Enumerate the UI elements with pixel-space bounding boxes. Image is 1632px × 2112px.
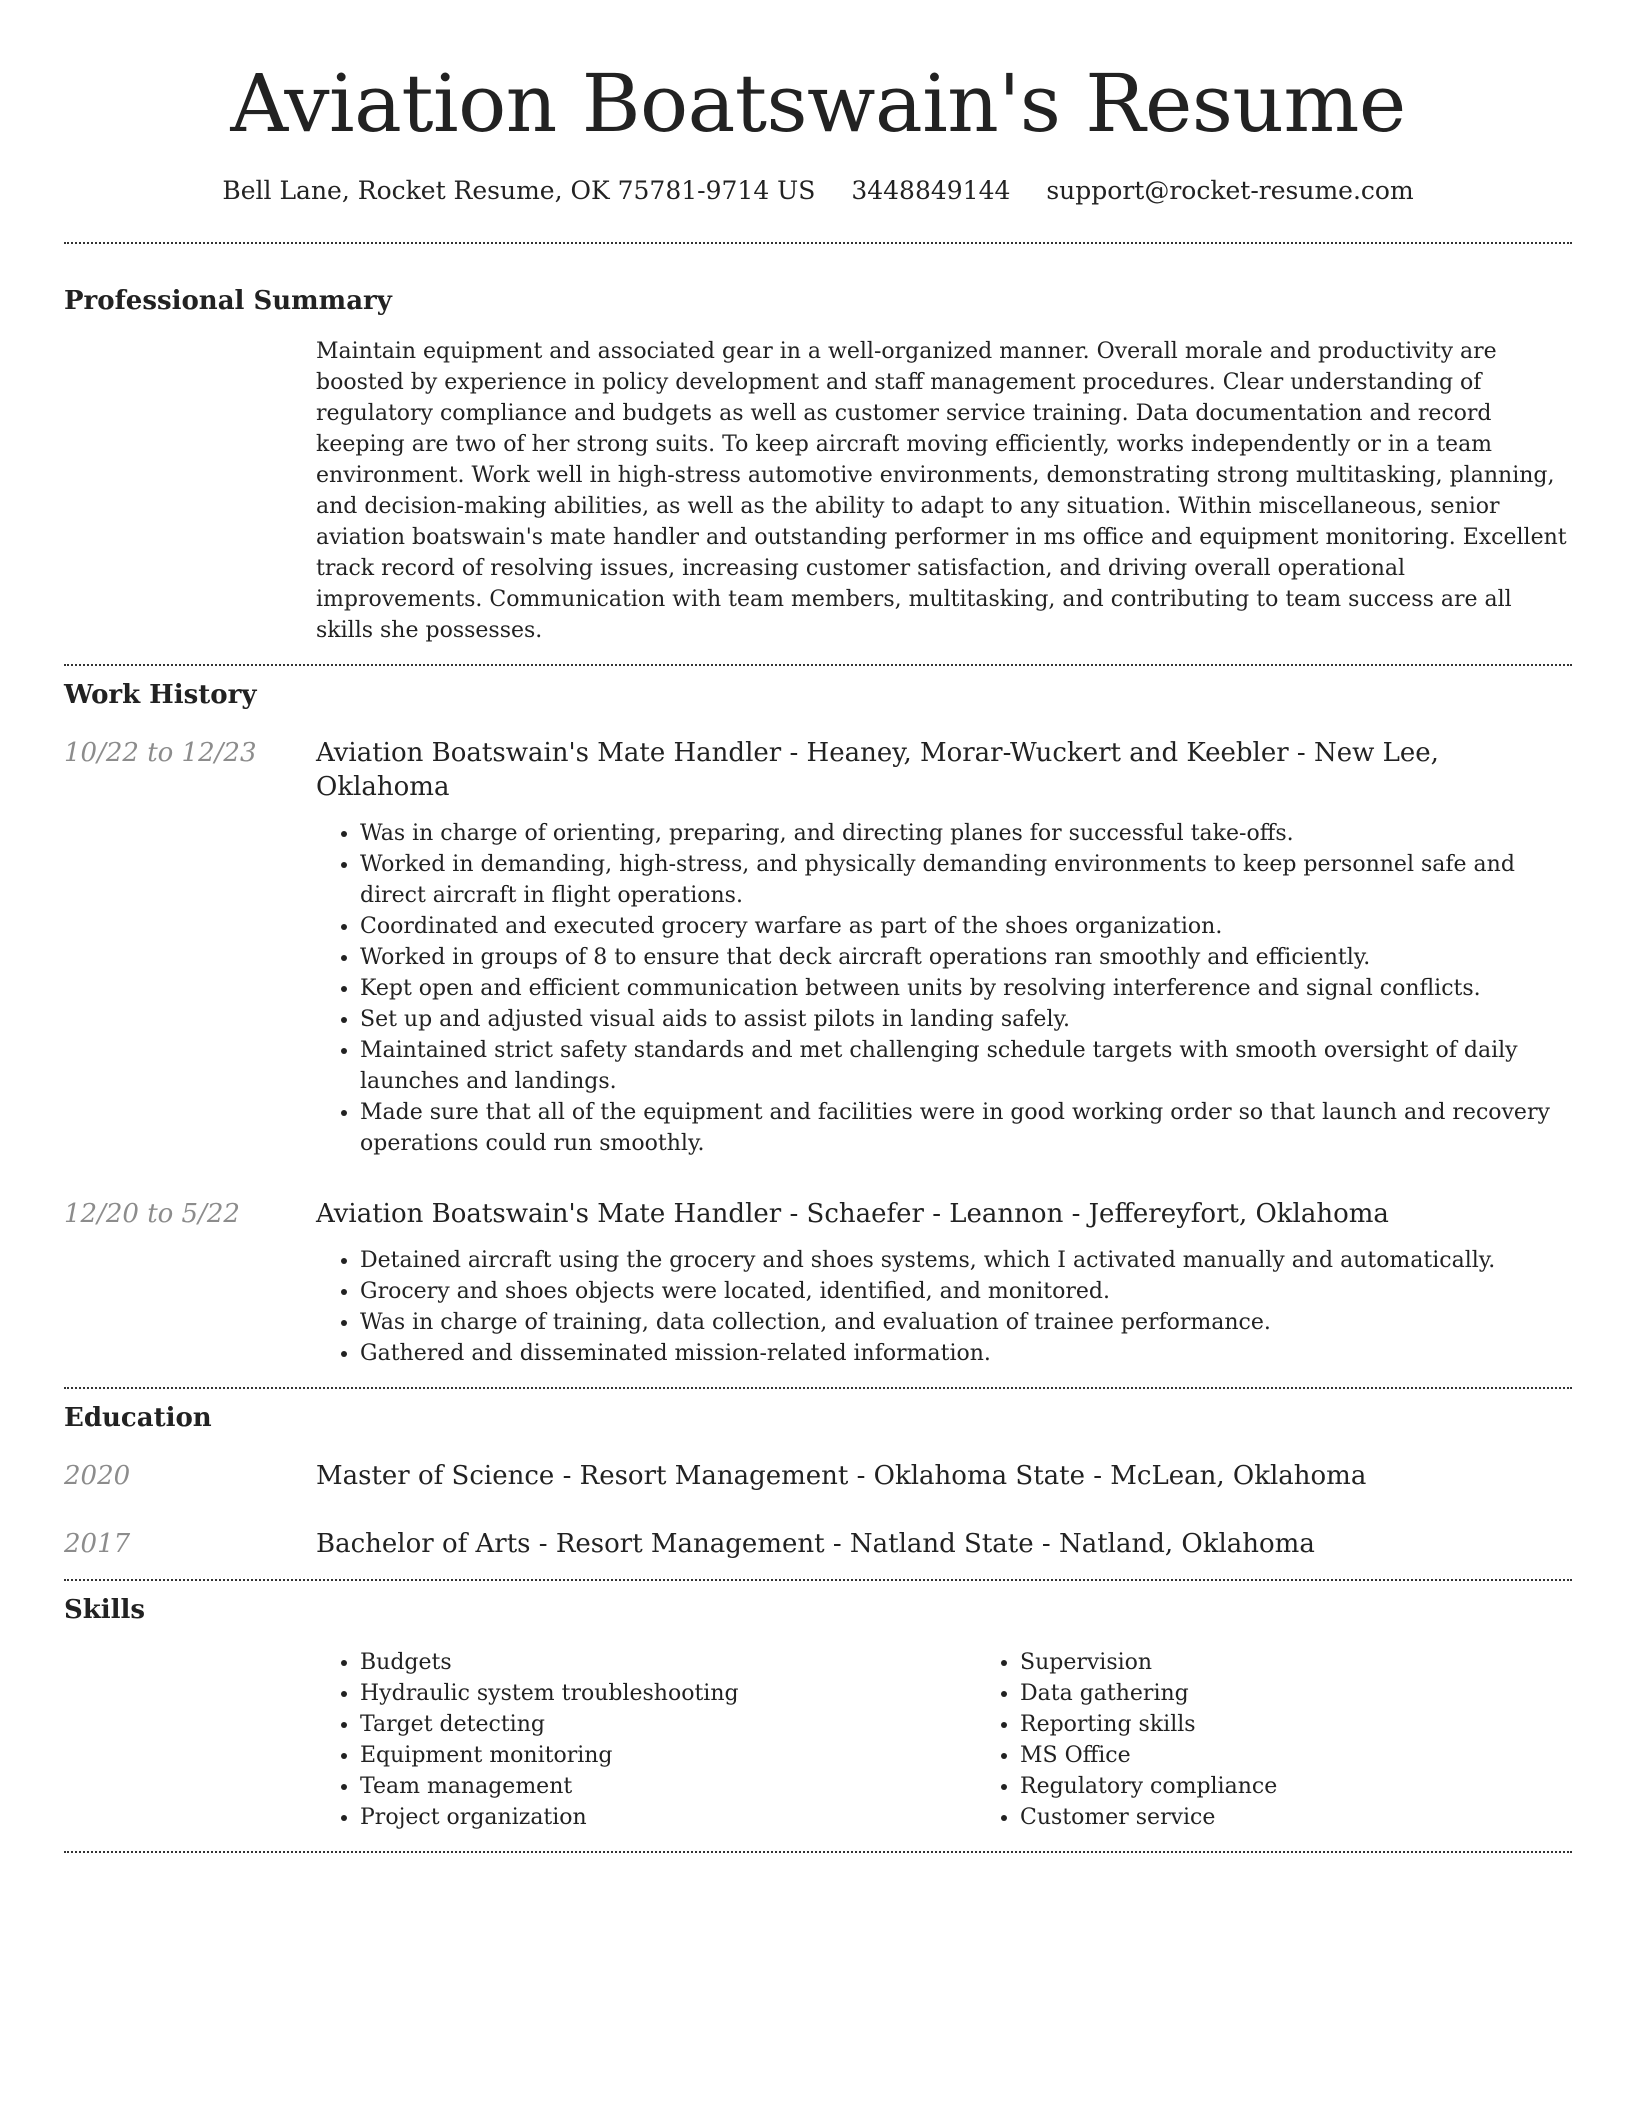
job-bullets: [316, 818, 1572, 1159]
resume-title: Aviation Boatswain's Resume: [230, 57, 1406, 150]
list-item: • Gathered and disseminated mission-related information.: [360, 1338, 1572, 1369]
list-item: • Coordinated and executed grocery warfare as part of the shoes organization.: [360, 911, 1572, 942]
education-line: [316, 1527, 1572, 1561]
list-item: • Maintained strict safety standards and met challenging schedule targets with smooth oversight of daily launches and landings.: [360, 1035, 1572, 1097]
skill-item: • Budgets: [360, 1647, 976, 1678]
job-entry: [64, 736, 1572, 1159]
divider: [64, 664, 1572, 666]
job-heading: [316, 736, 1572, 804]
skill-item: • Supervision: [1020, 1647, 1632, 1678]
education-details: - Natland State - Natland, Oklahoma: [824, 1529, 1315, 1559]
job-heading: [316, 1197, 1572, 1231]
list-item: • Made sure that all of the equipment and facilities were in good working order so that launch and recovery operations could run smoothly.: [360, 1097, 1572, 1159]
divider: [64, 1387, 1572, 1389]
degree: Bachelor of Arts - Resort Management: [316, 1529, 825, 1559]
list-item: • Worked in demanding, high-stress, and physically demanding environments to keep personnel safe and direct aircraft in flight operations.: [360, 849, 1572, 911]
skills-list-right: [976, 1647, 1632, 1833]
work-history-heading: Work History: [64, 680, 257, 710]
job-entry: [64, 1197, 1572, 1369]
education-heading: Education: [64, 1403, 212, 1433]
skill-item: • Target detecting: [360, 1709, 976, 1740]
list-item: • Was in charge of orienting, preparing, and directing planes for successful take-offs.: [360, 818, 1572, 849]
education-details: - Oklahoma State - McLean, Oklahoma: [848, 1461, 1367, 1491]
job-title: Aviation Boatswain's Mate Handler: [316, 1199, 782, 1229]
skill-item: • Customer service: [1020, 1802, 1632, 1833]
job-bullets: [316, 1245, 1572, 1369]
skills-list-left: [316, 1647, 976, 1833]
skill-item: • Regulatory compliance: [1020, 1771, 1632, 1802]
email: support@rocket-resume.com: [1046, 176, 1414, 205]
list-item: • Kept open and efficient communication between units by resolving interference and signal conflicts.: [360, 973, 1572, 1004]
skill-item: • Hydraulic system troubleshooting: [360, 1678, 976, 1709]
job-dates: 12/20 to 5/22: [64, 1199, 240, 1229]
contact-line: [64, 174, 1572, 208]
skill-item: • Data gathering: [1020, 1678, 1632, 1709]
job-details: - Schaefer - Leannon - Jeffereyfort, Oklahoma: [781, 1199, 1389, 1229]
education-year: 2017: [64, 1529, 131, 1559]
education-line: [316, 1459, 1572, 1493]
education-year: 2020: [64, 1461, 131, 1491]
resume-page: [64, 0, 1572, 1853]
job-dates: 10/22 to 12/23: [64, 738, 257, 768]
divider: [64, 242, 1572, 244]
skill-item: • Project organization: [360, 1802, 976, 1833]
job-title: Aviation Boatswain's Mate Handler: [316, 738, 782, 768]
job-details: - Heaney, Morar-Wuckert and Keebler - New Lee, Oklahoma: [316, 738, 1439, 802]
phone: 3448849144: [851, 176, 1011, 205]
list-item: • Worked in groups of 8 to ensure that deck aircraft operations ran smoothly and efficiently.: [360, 942, 1572, 973]
list-item: • Set up and adjusted visual aids to assist pilots in landing safely.: [360, 1004, 1572, 1035]
divider: [64, 1851, 1572, 1853]
education-entry: [64, 1527, 1572, 1561]
skills-section: [64, 1647, 1572, 1833]
skill-item: • Team management: [360, 1771, 976, 1802]
degree: Master of Science - Resort Management: [316, 1461, 849, 1491]
skill-item: • Reporting skills: [1020, 1709, 1632, 1740]
list-item: • Grocery and shoes objects were located, identified, and monitored.: [360, 1276, 1572, 1307]
divider: [64, 1579, 1572, 1581]
education-entry: [64, 1459, 1572, 1493]
address: Bell Lane, Rocket Resume, OK 75781-9714 US: [222, 176, 816, 205]
list-item: • Detained aircraft using the grocery and shoes systems, which I activated manually and automatically.: [360, 1245, 1572, 1276]
list-item: • Was in charge of training, data collection, and evaluation of trainee performance.: [360, 1307, 1572, 1338]
summary-text: Maintain equipment and associated gear in a well-organized manner. Overall morale and productivity are boosted by experience in policy development and staff management procedures. Clear understanding of regulatory compliance and budgets as well as customer service training. Data documentation and record keeping are two of her strong suits. To keep aircraft moving efficiently, works independently or in a team environment. Work well in high-stress automotive environments, demonstrating strong multitasking, planning, and decision-making abilities, as well as the ability to adapt to any situation. Within miscellaneous, senior aviation boatswain's mate handler and outstanding performer in ms office and equipment monitoring. Excellent track record of resolving issues, increasing customer satisfaction, and driving overall operational improvements. Communication with team members, multitasking, and contributing to team success are all skills she possesses.: [316, 339, 1567, 643]
skill-item: • Equipment monitoring: [360, 1740, 976, 1771]
skill-item: • MS Office: [1020, 1740, 1632, 1771]
summary-heading: Professional Summary: [64, 286, 392, 316]
skills-heading: Skills: [64, 1595, 146, 1625]
summary-section: [64, 336, 1572, 646]
